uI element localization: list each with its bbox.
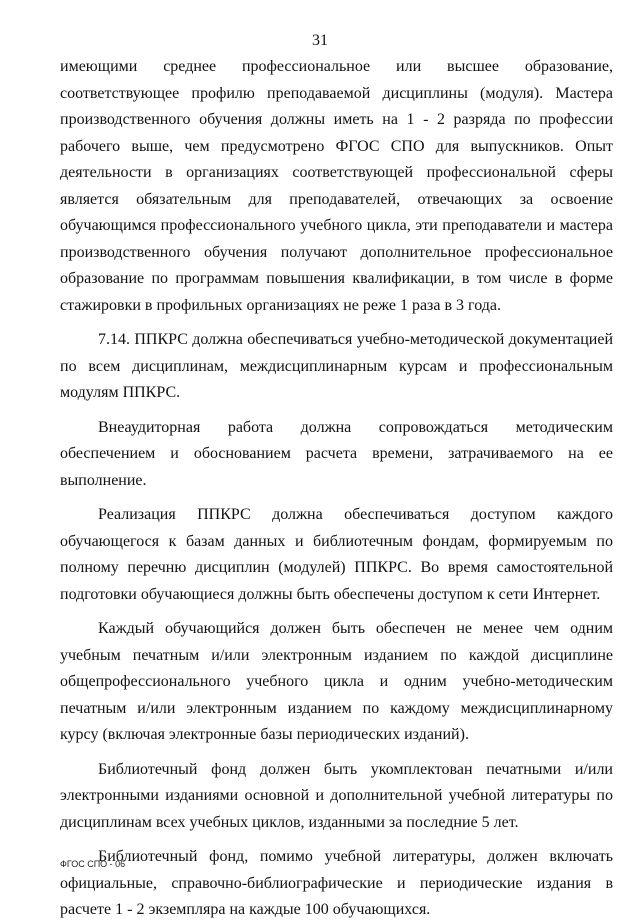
footer-doc-code: ФГОС СПО - 06 (60, 859, 126, 869)
document-body (60, 54, 613, 924)
paragraph-library-periodicals: Библиотечный фонд, помимо учебной литературы, должен включать официальные, справочно-библиографические и периодические издания в расчете 1 - 2 экземпляра на каждые 100 обучающихся. (60, 848, 613, 918)
paragraph-continuation: имеющими среднее профессиональное или высшее образование, соответствующее профилю преподаваемой дисциплины (модуля). Мастера производственного обучения должны иметь на 1 - 2 разряда по профессии рабочего выше, чем предусмотрено ФГОС СПО для выпускников. Опыт деятельности в организациях соответствующей профессиональной сферы является обязательным для преподавателей, отвечающих за освоение обучающимся профессионального учебного цикла, эти преподаватели и мастера производственного обучения получают дополнительное профессиональное образование по программам повышения квалификации, в том числе в форме стажировки в профильных организациях не реже 1 раза в 3 года. (60, 58, 613, 314)
paragraph-library-fund: Библиотечный фонд должен быть укомплектован печатными и/или электронными изданиями основной и дополнительной учебной литературы по дисциплинам всех учебных циклов, изданными за последние 5 лет. (60, 760, 613, 831)
paragraph-extracurricular: Внеаудиторная работа должна сопровождаться методическим обеспечением и обоснованием расчета времени, затрачиваемого на ее выполнение. (60, 418, 613, 489)
page-number: 31 (312, 32, 328, 49)
paragraph-7-14: 7.14. ППКРС должна обеспечиваться учебно-методической документацией по всем дисциплинам, междисциплинарным курсам и профессиональным модулям ППКРС. (60, 331, 613, 401)
paragraph-database-access: Реализация ППКРС должна обеспечиваться доступом каждого обучающегося к базам данных и библиотечным фондам, формируемым по полному перечню дисциплин (модулей) ППКРС. Во время самостоятельной подготовки обучающиеся должны быть обеспечены доступом к сети Интернет. (60, 506, 613, 603)
paragraph-publications: Каждый обучающийся должен быть обеспечен не менее чем одним учебным печатным и/или электронным изданием по каждой дисциплине общепрофессионального учебного цикла и одним учебно-методическим печатным и/или электронным изданием по каждому междисциплинарному курсу (включая электронные базы периодических изданий). (60, 620, 613, 743)
